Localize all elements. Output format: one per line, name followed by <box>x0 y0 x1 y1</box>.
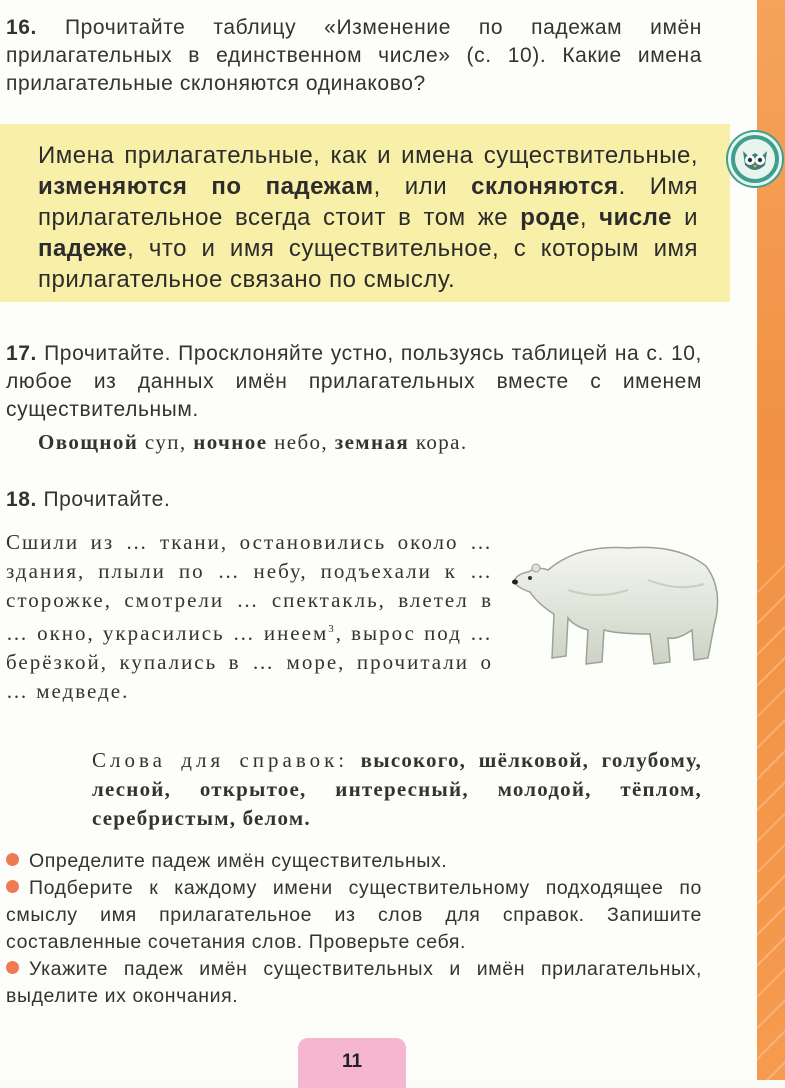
rule-part-6: , что и имя существительное, с которым имя прилагательное связано по смыслу. <box>38 235 698 293</box>
owl-icon <box>728 132 782 186</box>
exercise-18-text <box>6 528 493 706</box>
task-17 <box>6 340 702 424</box>
reference-word-list: высокого, шёлковой, голубому, лесной, открытое, интересный, молодой, тёплом, серебристым, белом. <box>92 748 702 830</box>
rule-part-2: , или <box>373 173 472 200</box>
task-18 <box>6 486 702 514</box>
task-16-text: Прочитайте таблицу «Изменение по падежам имён прилагательных в единственном числе» (с. 10). Какие имена прилагательные склоняются одинаково? <box>6 16 702 95</box>
margin-hatch <box>757 560 785 1080</box>
bullet-icon <box>6 961 19 974</box>
phrase-adj: земная <box>334 430 410 454</box>
instruction-item <box>6 875 702 956</box>
rule-part-3: . Имя прилагательное всегда стоит в том же <box>38 173 698 231</box>
task-instructions <box>6 848 702 1010</box>
instruction-text: Укажите падеж имён существительных и имён прилагательных, выделите их окончания. <box>6 958 702 1007</box>
phrase-adj: ночное <box>193 430 268 454</box>
instruction-item <box>6 956 702 1010</box>
rule-part-1: Имена прилагательные, как и имена существительные, <box>38 142 698 169</box>
instruction-text: Подберите к каждому имени существительному подходящее по смыслу имя прилагательное из слов для справок. Запишите составленные сочетания слов. Проверьте себя. <box>6 877 702 953</box>
task-18-number: 18. <box>6 488 37 511</box>
task-16 <box>6 14 702 98</box>
footnote-marker: 3 <box>328 623 336 635</box>
rule-bold-1: изменяются по падежам <box>38 173 374 200</box>
phrase-noun: суп, <box>138 430 194 454</box>
reference-words <box>92 746 702 833</box>
exercise-text-part: Сшили из … ткани, остановились около … здания, плыли по … небу, подъехали к … сторожке, смотрели … спектакль, влетел в … окно, украсились … инеем <box>6 530 493 645</box>
rule-bold-4: числе <box>599 204 672 231</box>
rule-part-5: и <box>671 204 698 231</box>
rule-bold-5: падеже <box>38 235 128 262</box>
rule-part-4: , <box>579 204 600 231</box>
phrase-adj: Овощной <box>38 430 139 454</box>
exercise-text-part: , вырос под … берёзкой, купались в … море, прочитали о … медведе. <box>6 621 493 703</box>
rule-text <box>38 140 698 295</box>
polar-bear-illustration <box>508 530 728 680</box>
phrase-noun: небо, <box>267 430 335 454</box>
phrase-list <box>38 430 468 455</box>
reference-label: Слова для справок: <box>92 748 349 772</box>
bullet-icon <box>6 853 19 866</box>
task-17-text: Прочитайте. Просклоняйте устно, пользуясь таблицей на с. 10, любое из данных имён прилагательных вместе с именем существительным. <box>6 342 702 421</box>
task-18-text: Прочитайте. <box>43 488 171 511</box>
rule-bold-3: роде <box>520 204 580 231</box>
page-number: 11 <box>298 1038 406 1088</box>
bullet-icon <box>6 880 19 893</box>
instruction-item <box>6 848 702 875</box>
phrase-noun: кора. <box>409 430 468 454</box>
instruction-text: Определите падеж имён существительных. <box>29 850 448 872</box>
task-17-number: 17. <box>6 342 37 365</box>
rule-bold-2: склоняются <box>471 173 619 200</box>
task-16-number: 16. <box>6 16 37 39</box>
